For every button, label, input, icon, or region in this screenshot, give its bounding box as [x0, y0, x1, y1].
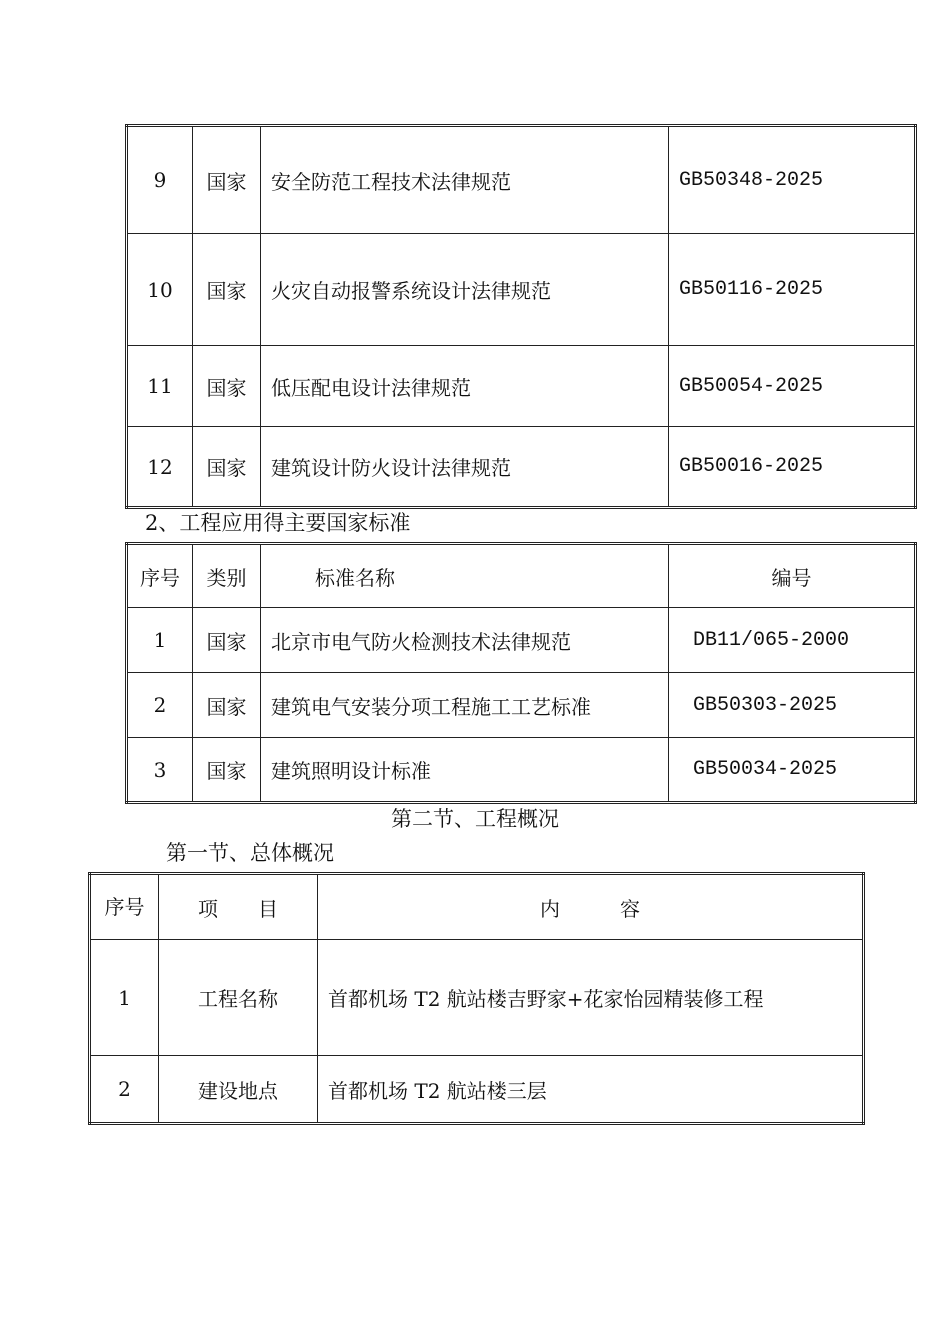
row-content: 首都机场 T2 航站楼吉野家+花家怡园精装修工程 [318, 940, 864, 1056]
header-category: 类别 [193, 544, 261, 608]
section-caption: 2、工程应用得主要国家标准 [145, 511, 411, 535]
project-overview-table [88, 872, 865, 1125]
row-number: 2 [127, 673, 193, 738]
subsection-title: 第一节、总体概况 [166, 841, 334, 865]
header-content: 内 容 [318, 874, 864, 940]
row-standard-code: GB50054-2025 [669, 346, 916, 427]
row-standard-name: 火灾自动报警系统设计法律规范 [261, 234, 669, 346]
row-category: 国家 [193, 427, 261, 508]
row-category: 国家 [193, 673, 261, 738]
row-standard-code: GB50034-2025 [669, 738, 916, 803]
row-category: 国家 [193, 738, 261, 803]
table-header-row [90, 874, 864, 940]
table-row [127, 673, 916, 738]
table-header-row [127, 544, 916, 608]
table-row [90, 1056, 864, 1124]
table-row [127, 126, 916, 234]
row-standard-code: GB50303-2025 [669, 673, 916, 738]
table-row [127, 346, 916, 427]
row-number: 10 [127, 234, 193, 346]
main-national-standards-table [125, 542, 917, 804]
header-code: 编号 [669, 544, 916, 608]
row-standard-name: 北京市电气防火检测技术法律规范 [261, 608, 669, 673]
table-row [127, 234, 916, 346]
row-standard-name: 安全防范工程技术法律规范 [261, 126, 669, 234]
row-standard-name: 建筑设计防火设计法律规范 [261, 427, 669, 508]
header-standard-name: 标准名称 [261, 544, 669, 608]
row-category: 国家 [193, 126, 261, 234]
row-number: 1 [127, 608, 193, 673]
header-number: 序号 [90, 874, 159, 940]
row-category: 国家 [193, 346, 261, 427]
table-row [90, 940, 864, 1056]
row-content: 首都机场 T2 航站楼三层 [318, 1056, 864, 1124]
row-category: 国家 [193, 608, 261, 673]
row-number: 1 [90, 940, 159, 1056]
row-number: 3 [127, 738, 193, 803]
header-item: 项 目 [159, 874, 318, 940]
row-standard-code: DB11/065-2000 [669, 608, 916, 673]
section-title: 第二节、工程概况 [391, 807, 559, 831]
row-standard-code: GB50116-2025 [669, 234, 916, 346]
row-standard-name: 建筑电气安装分项工程施工工艺标准 [261, 673, 669, 738]
row-item: 工程名称 [159, 940, 318, 1056]
row-number: 9 [127, 126, 193, 234]
table-row [127, 608, 916, 673]
row-standard-name: 低压配电设计法律规范 [261, 346, 669, 427]
header-number: 序号 [127, 544, 193, 608]
row-standard-name: 建筑照明设计标准 [261, 738, 669, 803]
row-number: 12 [127, 427, 193, 508]
row-standard-code: GB50016-2025 [669, 427, 916, 508]
row-standard-code: GB50348-2025 [669, 126, 916, 234]
table-row [127, 738, 916, 803]
row-item: 建设地点 [159, 1056, 318, 1124]
row-number: 11 [127, 346, 193, 427]
row-category: 国家 [193, 234, 261, 346]
standards-table-continued [125, 124, 917, 509]
row-number: 2 [90, 1056, 159, 1124]
table-row [127, 427, 916, 508]
